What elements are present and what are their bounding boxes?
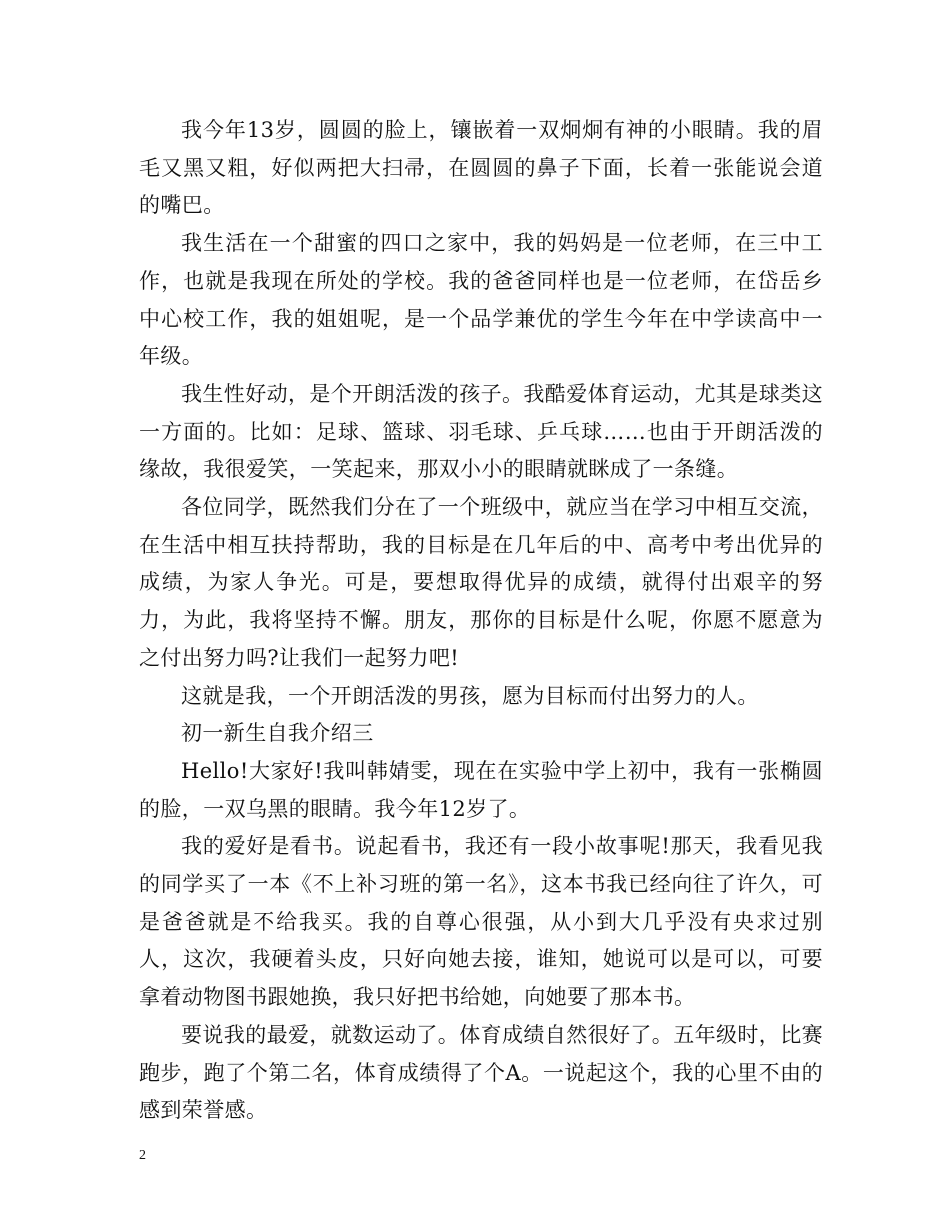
paragraph: 我生活在一个甜蜜的四口之家中，我的妈妈是一位老师，在三中工作，也就是我现在所处的学校。我的爸爸同样也是一位老师，在岱岳乡中心校工作，我的姐姐呢，是一个品学兼优的学生今年在中学读高中一年级。 (139, 231, 823, 369)
paragraph: 我的爱好是看书。说起看书，我还有一段小故事呢!那天，我看见我的同学买了一本《不上补习班的第一名》，这本书我已经向往了许久，可是爸爸就是不给我买。我的自尊心很强，从小到大几乎没有央求过别人，这次，我硬着头皮，只好向她去接，谁知，她说可以是可以，可要拿着动物图书跟她换，我只好把书给她，向她要了那本书。 (139, 834, 823, 1010)
paragraph: 我今年13岁，圆圆的脸上，镶嵌着一双炯炯有神的小眼睛。我的眉毛又黑又粗，好似两把大扫帚，在圆圆的鼻子下面，长着一张能说会道的嘴巴。 (139, 118, 823, 218)
paragraph: 我生性好动，是个开朗活泼的孩子。我酷爱体育运动，尤其是球类这一方面的。比如：足球、篮球、羽毛球、乒乓球……也由于开朗活泼的缘故，我很爱笑，一笑起来，那双小小的眼睛就眯成了一条缝。 (139, 381, 823, 482)
document-body (139, 112, 823, 1130)
page-number: 2 (139, 1148, 146, 1163)
paragraph: 要说我的最爱，就数运动了。体育成绩自然很好了。五年级时，比赛跑步，跑了个第二名，体育成绩得了个A。一说起这个，我的心里不由的感到荣誉感。 (139, 1022, 823, 1123)
paragraph: 各位同学，既然我们分在了一个班级中，就应当在学习中相互交流，在生活中相互扶持帮助，我的目标是在几年后的中、高考中考出优异的成绩，为家人争光。可是，要想取得优异的成绩，就得付出艰辛的努力，为此，我将坚持不懈。朋友，那你的目标是什么呢，你愿不愿意为之付出努力吗?让我们一起努力吧! (139, 495, 823, 670)
paragraph: 这就是我，一个开朗活泼的男孩，愿为目标而付出努力的人。 (181, 683, 759, 708)
paragraph: Hello!大家好!我叫韩婧雯，现在在实验中学上初中，我有一张椭圆的脸，一双乌黑的眼睛。我今年12岁了。 (139, 758, 823, 821)
section-heading: 初一新生自我介绍三 (181, 721, 374, 746)
